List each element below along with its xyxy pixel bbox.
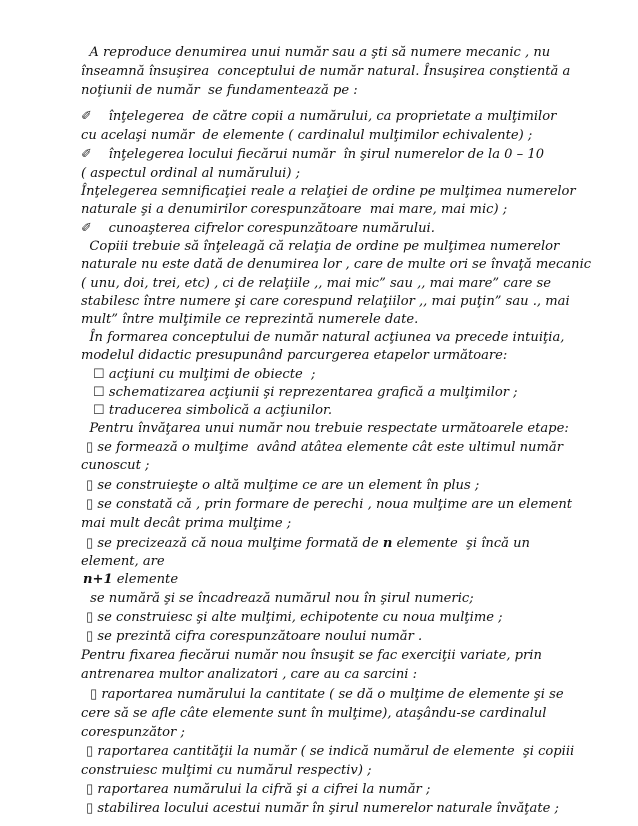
text-line: elemente [112, 572, 179, 587]
text-line: elemente şi încă un [392, 536, 530, 551]
text-line: înţelegerea locului fiecărui număr în şirul numerelor de la 0 – 10 [91, 147, 545, 162]
variable-n-plus-1: n+1 [83, 572, 113, 587]
text-line: mult” între mulţimile ce reprezintă numerele date. [81, 312, 419, 327]
checkbox-icon: ☐ [93, 403, 105, 418]
text-line: se construieşte o altă mulţime ce are un element în plus ; [93, 478, 480, 493]
text-line: cu acelaşi număr de elemente ( cardinalul mulţimilor echivalente) ; [81, 128, 533, 143]
text-line: se numără şi se încadrează numărul nou în şirul numeric; [86, 591, 474, 606]
text-line: cere să se afle câte elemente sunt în mulţime), ataşându-se cardinalul [81, 706, 547, 721]
text-line: ( aspectul ordinal al numărului) ; [81, 166, 301, 181]
text-line: mai mult decât prima mulţime ; [81, 516, 292, 531]
list-item [90, 686, 564, 704]
text-line: se constată că , prin formare de perechi , noua mulţime are un element [93, 497, 573, 512]
list-item [93, 384, 518, 402]
text-line: cunoaşterea cifrelor corespunzătoare numărului. [91, 221, 435, 236]
text-line: înseamnă însuşirea conceptului de număr natural. Însuşirea conştientă a [81, 64, 571, 79]
text-line: antrenarea multor analizatori , care au ca sarcini : [81, 667, 418, 682]
checkbox-icon: ☐ [93, 367, 105, 382]
bullet-icon: ▯ [86, 478, 94, 493]
text-line: se prezintă cifra corespunzătoare noului număr . [93, 629, 423, 644]
text-line: se precizează că noua mulţime formată de [93, 536, 383, 551]
text-line: Pentru învăţarea unui număr nou trebuie respectate următoarele etape: [81, 421, 569, 436]
pencil-icon: ✐ [81, 221, 92, 236]
bullet-icon: ▯ [86, 610, 94, 625]
pencil-icon: ✐ [81, 109, 92, 124]
text-line: stabilirea locului acestui număr în şirul numerelor naturale învăţate ; [93, 801, 559, 816]
bullet-icon: ▯ [86, 782, 94, 797]
list-item [86, 439, 563, 457]
bullet-icon: ▯ [86, 440, 94, 455]
text-line: cunoscut ; [81, 458, 150, 473]
list-item [93, 402, 332, 420]
text-line: ( unu, doi, trei, etc) , ci de relaţiile ,, mai mic” sau ,, mai mare” care se [81, 276, 552, 291]
text-line: A reproduce denumirea unui număr sau a şti să numere mecanic , nu [81, 45, 551, 60]
bullet-icon: ▯ [86, 497, 94, 512]
text-line: raportarea numărului la cifră şi a cifrei la număr ; [93, 782, 431, 797]
text-line: naturale nu este dată de denumirea lor , care de multe ori se învaţă mecanic [81, 257, 592, 272]
text-line: stabilesc între numere şi care corespund relaţiilor ,, mai puţin” sau ., mai [81, 294, 570, 309]
text-line: schematizarea acţiunii şi reprezentarea grafică a mulţimilor ; [104, 385, 518, 400]
list-item [81, 220, 435, 238]
list-item [86, 800, 559, 818]
text-line: corespunzător ; [81, 725, 185, 740]
text-line [83, 571, 178, 589]
text-line: element, are [81, 554, 165, 569]
bullet-icon: ▯ [86, 744, 94, 759]
list-item [86, 743, 574, 761]
list-item [86, 609, 503, 627]
bullet-icon: ▯ [86, 629, 94, 644]
text-line: noţiunii de număr se fundamentează pe : [81, 83, 358, 98]
text-line: Înţelegerea semnificaţiei reale a relaţiei de ordine pe mulţimea numerelor [81, 184, 576, 199]
bullet-icon: ▯ [86, 536, 94, 551]
variable-n: n [382, 536, 393, 551]
bullet-icon: ▯ [90, 687, 98, 702]
list-item [86, 496, 572, 514]
text-line: traducerea simbolică a acţiunilor. [104, 403, 333, 418]
text-line: se formează o mulţime având atâtea elemente cât este ultimul număr [93, 440, 563, 455]
text-line: construiesc mulţimi cu numărul respectiv) ; [81, 763, 372, 778]
checkbox-icon: ☐ [93, 385, 105, 400]
list-item [86, 628, 422, 646]
text-line: Copiii trebuie să înţeleagă că relaţia de ordine pe mulţimea numerelor [81, 239, 560, 254]
text-line: modelul didactic presupunând parcurgerea etapelor următoare: [81, 348, 508, 363]
text-line: Pentru fixarea fiecărui număr nou însuşit se fac exerciţii variate, prin [81, 648, 542, 663]
bullet-icon: ▯ [86, 801, 94, 816]
list-item [81, 108, 556, 126]
text-line: raportarea cantităţii la număr ( se indică numărul de elemente şi copiii [93, 744, 575, 759]
text-line: se construiesc şi alte mulţimi, echipotente cu noua mulţime ; [93, 610, 503, 625]
text-line: naturale şi a denumirilor corespunzătoare mai mare, mai mic) ; [81, 202, 508, 217]
list-item [86, 477, 479, 495]
text-line: raportarea numărului la cantitate ( se dă o mulţime de elemente şi se [97, 687, 564, 702]
text-line: înţelegerea de către copii a numărului, ca proprietate a mulţimilor [91, 109, 557, 124]
list-item [93, 366, 315, 384]
list-item [86, 535, 530, 553]
pencil-icon: ✐ [81, 147, 92, 162]
list-item [81, 146, 544, 164]
list-item [86, 781, 430, 799]
text-line: acţiuni cu mulţimi de obiecte ; [104, 367, 316, 382]
text-line: În formarea conceptului de număr natural acţiunea va precede intuiţia, [81, 330, 565, 345]
